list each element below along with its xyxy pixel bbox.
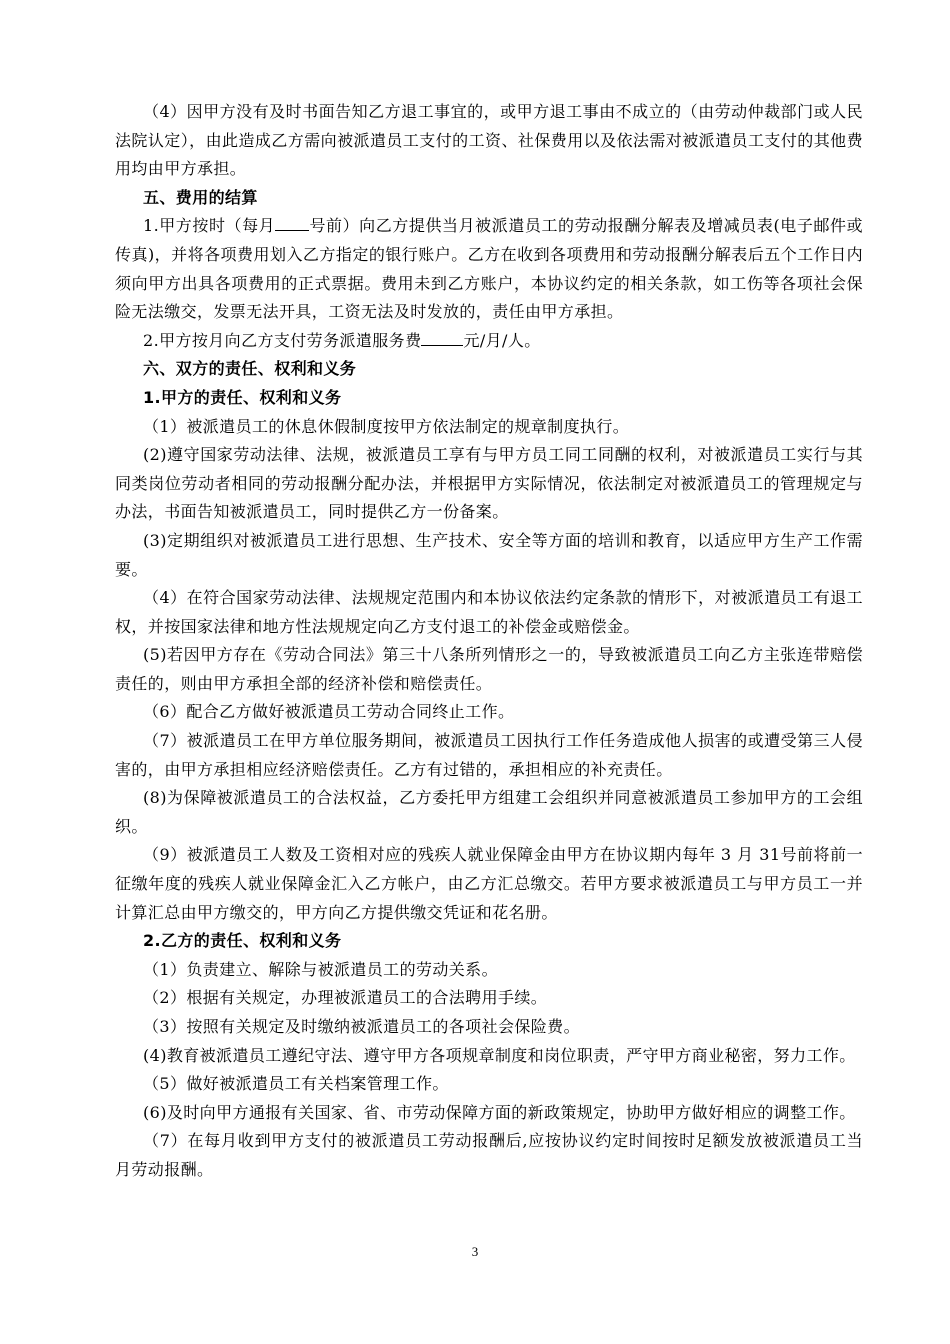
party-a-item-2: (2)遵守国家劳动法律、法规，被派遣员工享有与甲方员工同工同酬的权利，对被派遣员工实行与其同类岗位劳动者相同的劳动报酬分配办法，并根据甲方实际情况，依法制定对被派遣员工的管理规定与办法，书面告知被派遣员工，同时提供乙方一份备案。: [115, 445, 863, 522]
paragraph-settlement-1: [115, 212, 863, 326]
section-heading-5: 五、费用的结算: [143, 187, 258, 207]
settlement-1-rest: 号前）向乙方提供当月被派遣员工的劳动报酬分解表及增减员表(电子邮件或传真)，并将各项费用划入乙方指定的银行账户。乙方在收到各项费用和劳动报酬分解表后五个工作日内须向甲方出具各项费用的正式票据。费用未到乙方账户，本协议约定的相关条款，如工伤等各项社会保险无法缴交，发票无法开具，工资无法及时发放的，责任由甲方承担。: [115, 216, 864, 322]
settlement-2-start: 2.甲方按月向乙方支付劳务派遣服务费: [143, 330, 422, 350]
party-a-item-3: (3)定期组织对被派遣员工进行思想、生产技术、安全等方面的培训和教育，以适应甲方生产工作需要。: [115, 530, 863, 579]
party-a-item-6: （6）配合乙方做好被派遣员工劳动合同终止工作。: [143, 702, 515, 722]
party-a-item-5: (5)若因甲方存在《劳动合同法》第三十八条所列情形之一的，导致被派遣员工向乙方主张连带赔偿责任的，则由甲方承担全部的经济补偿和赔偿责任。: [115, 645, 863, 693]
party-a-item-9: （9）被派遣员工人数及工资相对应的残疾人就业保障金由甲方在协议期内每年 3 月 31号前将前一征缴年度的残疾人就业保障金汇入乙方帐户，由乙方汇总缴交。若甲方要求被派遣员工与甲方员工一并计算汇总由甲方缴交的，甲方向乙方提供缴交凭证和花名册。: [115, 845, 863, 922]
party-b-item-6: (6)及时向甲方通报有关国家、省、市劳动保障方面的新政策规定，协助甲方做好相应的调整工作。: [143, 1102, 856, 1122]
paragraph-4-refund: （4）因甲方没有及时书面告知乙方退工事宜的，或甲方退工事由不成立的（由劳动仲裁部门或人民法院认定），由此造成乙方需向被派遣员工支付的工资、社保费用以及依法需对被派遣员工支付的其他费用均由甲方承担。: [115, 102, 863, 179]
party-a-item-4: （4）在符合国家劳动法律、法规规定范围内和本协议依法约定条款的情形下，对被派遣员工有退工权，并按国家法律和地方性法规规定向乙方支付退工的补偿金或赔偿金。: [115, 588, 863, 636]
subheading-party-a: 1.甲方的责任、权利和义务: [143, 387, 342, 407]
settlement-1-start: 1.甲方按时（每月: [143, 216, 276, 236]
document-body: [115, 98, 863, 1185]
blank-fee-field: [421, 331, 463, 346]
section-heading-6: 六、双方的责任、权利和义务: [143, 359, 357, 379]
paragraph-settlement-2: [115, 327, 863, 356]
party-a-item-7: （7）被派遣员工在甲方单位服务期间，被派遣员工因执行工作任务造成他人损害的或遭受第三人侵害的，由甲方承担相应经济赔偿责任。乙方有过错的，承担相应的补充责任。: [115, 731, 863, 779]
party-a-item-8: (8)为保障被派遣员工的合法权益，乙方委托甲方组建工会组织并同意被派遣员工参加甲方的工会组织。: [115, 788, 863, 836]
blank-date-field: [275, 216, 309, 231]
party-b-item-3: （3）按照有关规定及时缴纳被派遣员工的各项社会保险费。: [143, 1017, 580, 1036]
settlement-2-rest: 元/月/人。: [463, 330, 541, 350]
page-number: 3: [471, 1244, 479, 1259]
party-b-item-1: （1）负责建立、解除与被派遣员工的劳动关系。: [143, 959, 498, 979]
party-a-item-1: （1）被派遣员工的休息休假制度按甲方依法制定的规章制度执行。: [143, 416, 630, 436]
subheading-party-b: 2.乙方的责任、权利和义务: [143, 931, 342, 951]
party-b-item-4: (4)教育被派遣员工遵纪守法、遵守甲方各项规章制度和岗位职责，严守甲方商业秘密，努力工作。: [143, 1045, 856, 1065]
party-b-item-7: （7）在每月收到甲方支付的被派遣员工劳动报酬后,应按协议约定时间按时足额发放被派遣员工当月劳动报酬。: [115, 1131, 863, 1179]
party-b-item-5: （5）做好被派遣员工有关档案管理工作。: [143, 1074, 449, 1094]
party-b-item-2: （2）根据有关规定，办理被派遣员工的合法聘用手续。: [143, 988, 548, 1008]
